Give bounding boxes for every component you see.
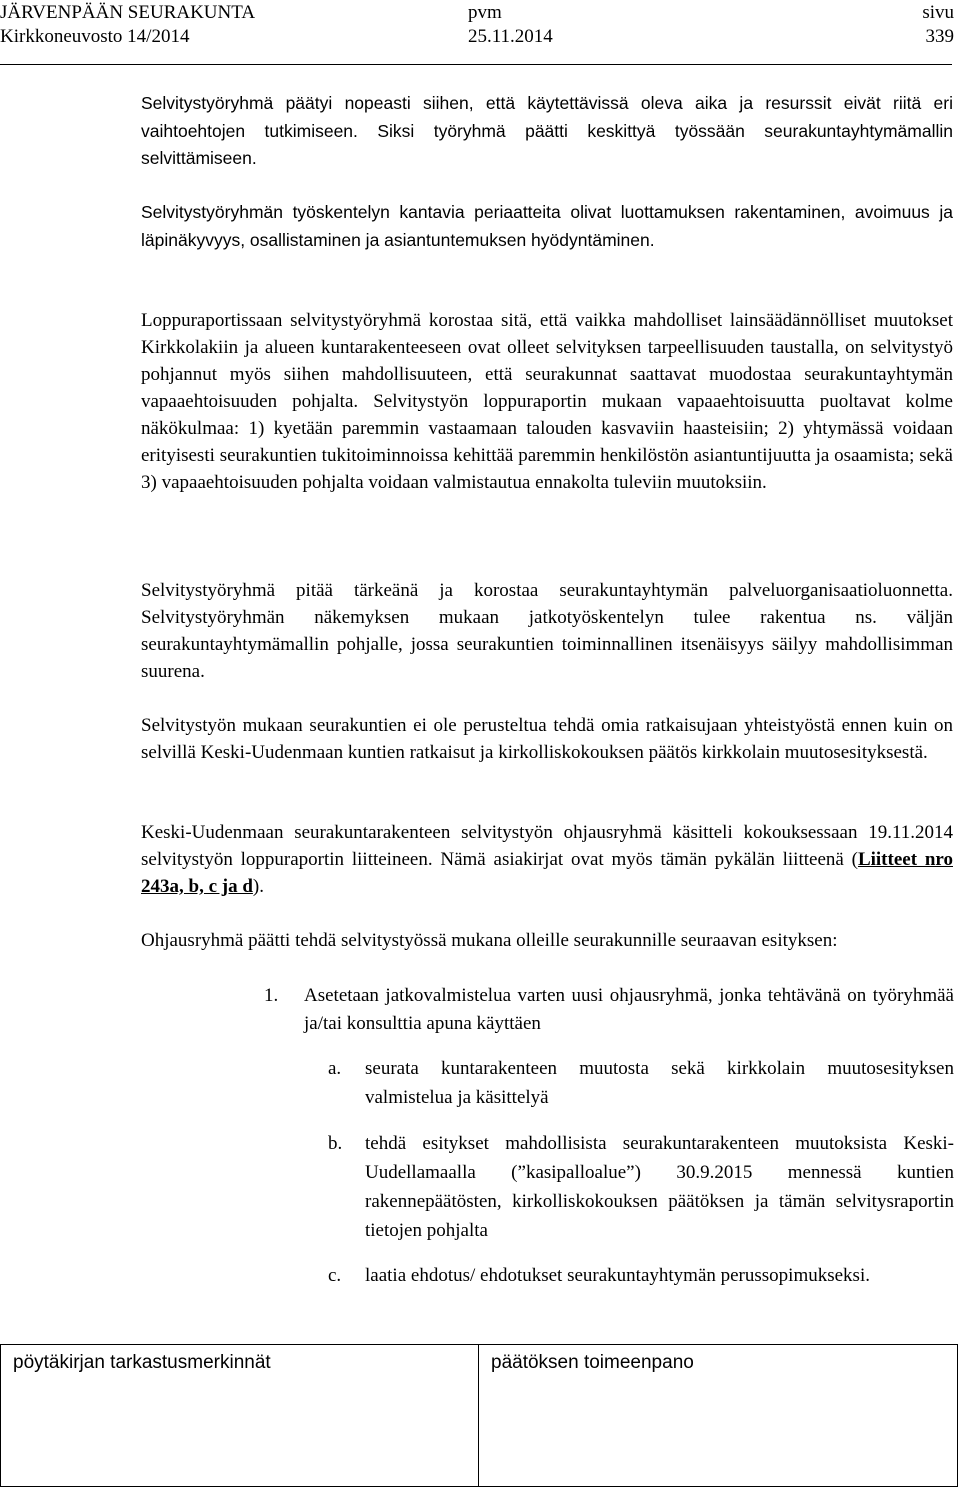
paragraph-3: Loppuraportissaan selvitystyöryhmä korostaa sitä, että vaikka mahdolliset lainsäädännölliset muutokset Kirkkolakiin ja alueen kuntarakenteeseen ovat olleet selvityksen tarpeellisuuden taustalla, on selvitystyö pohjannut myös siihen mahdollisuuteen, että seurakunnat saattavat muodostaa seurakuntayhtymän vapaaehtoisuuden pohjalta. Selvitystyön loppuraportin mukaan vapaaehtoisuutta puoltavat kolme näkökulmaa: 1) kyetään paremmin vastaamaan talouden kasvaviin haasteisiin; 2) yhtymässä voidaan erityisesti seurakuntien tukitoiminnoissa kehittää paremmin henkilöstön asiantuntijuutta ja osaamista; sekä 3) vapaaehtoisuuden pohjalta voidaan valmistautua ennakolta tuleviin muutoksiin. [141,310,953,493]
page-header-left [0,1,255,49]
footer-box [0,1344,958,1487]
list-item-text: Asetetaan jatkovalmistelua varten uusi ohjausryhmä, jonka tehtävänä on työryhmää ja/tai konsulttia apuna käyttäen [304,985,954,1034]
paragraph-6-end: ). [252,876,264,897]
paragraph-6 [141,819,953,900]
meeting-date: 25.11.2014 [468,26,553,47]
meeting-id: Kirkkoneuvosto 14/2014 [0,26,190,47]
footer-divider [478,1345,479,1486]
sub-item-text: tehdä esitykset mahdollisista seurakuntarakenteen muutoksista Keski-Uudellamaalla (”kasipalloalue”) 30.9.2015 mennessä kuntien rakennepäätösten, kirkolliskokouksen päätöksen ja tämän selvitysraportin tietojen pohjalta [365,1133,954,1241]
page-header-right [922,1,954,49]
paragraph-7: Ohjausryhmä päätti tehdä selvitystyössä mukana olleille seurakunnille seuraavan esityksen: [141,930,838,951]
sub-item-text: laatia ehdotus/ ehdotukset seurakuntayhtymän perussopimukseksi. [365,1265,870,1286]
date-label: pvm [468,2,502,23]
sub-item-letter: b. [328,1133,343,1154]
page-number: 339 [925,26,954,47]
header-divider [0,64,952,65]
paragraph-1: Selvitystyöryhmä päätyi nopeasti siihen, että käytettävissä oleva aika ja resurssit eivät riitä eri vaihtoehtojen tutkimiseen. Siksi työryhmä päätti keskittyä työssään seurakuntayhtymämallin selvittämiseen. [141,93,953,168]
page-label: sivu [922,2,954,23]
paragraph-6-text: Keski-Uudenmaan seurakuntarakenteen selvitystyön ohjausryhmä käsitteli kokouksessaan 19.11.2014 selvitystyön loppuraportin liitteineen. Nämä asiakirjat ovat myös tämän pykälän liitteenä ( [141,822,953,870]
sub-item-text: seurata kuntarakenteen muutosta sekä kirkkolain muutosesityksen valmistelua ja käsittelyä [365,1058,954,1108]
paragraph-4: Selvitystyöryhmä pitää tärkeänä ja korostaa seurakuntayhtymän palveluorganisaatioluonnetta. Selvitystyöryhmän näkemyksen mukaan jatkotyöskentelyn tulee rakentua ns. väljän seurakuntayhtymämallin pohjalle, jossa seurakuntien toiminnallinen itsenäisyys säilyy mahdollisimman suurena. [141,580,953,682]
review-marks-label: pöytäkirjan tarkastusmerkinnät [13,1352,271,1373]
list-item-number: 1. [264,985,279,1006]
attachment-reference: Liitteet nro 243a, b, c ja d [141,849,953,897]
organization-name: JÄRVENPÄÄN SEURAKUNTA [0,2,256,23]
paragraph-2: Selvitystyöryhmän työskentelyn kantavia periaatteita olivat luottamuksen rakentaminen, avoimuus ja läpinäkyvyys, osallistaminen ja asiantuntemuksen hyödyntäminen. [141,202,953,250]
paragraph-5: Selvitystyön mukaan seurakuntien ei ole perusteltua tehdä omia ratkaisujaan yhteistyöstä ennen kuin on selvillä Keski-Uudenmaan kuntien ratkaisut ja kirkolliskokouksen päätös kirkkolain muutosesityksestä. [141,715,953,763]
page-header-center [468,1,553,49]
decision-execution-label: päätöksen toimeenpano [491,1352,694,1373]
sub-item-letter: c. [328,1265,342,1286]
sub-item-letter: a. [328,1058,342,1079]
